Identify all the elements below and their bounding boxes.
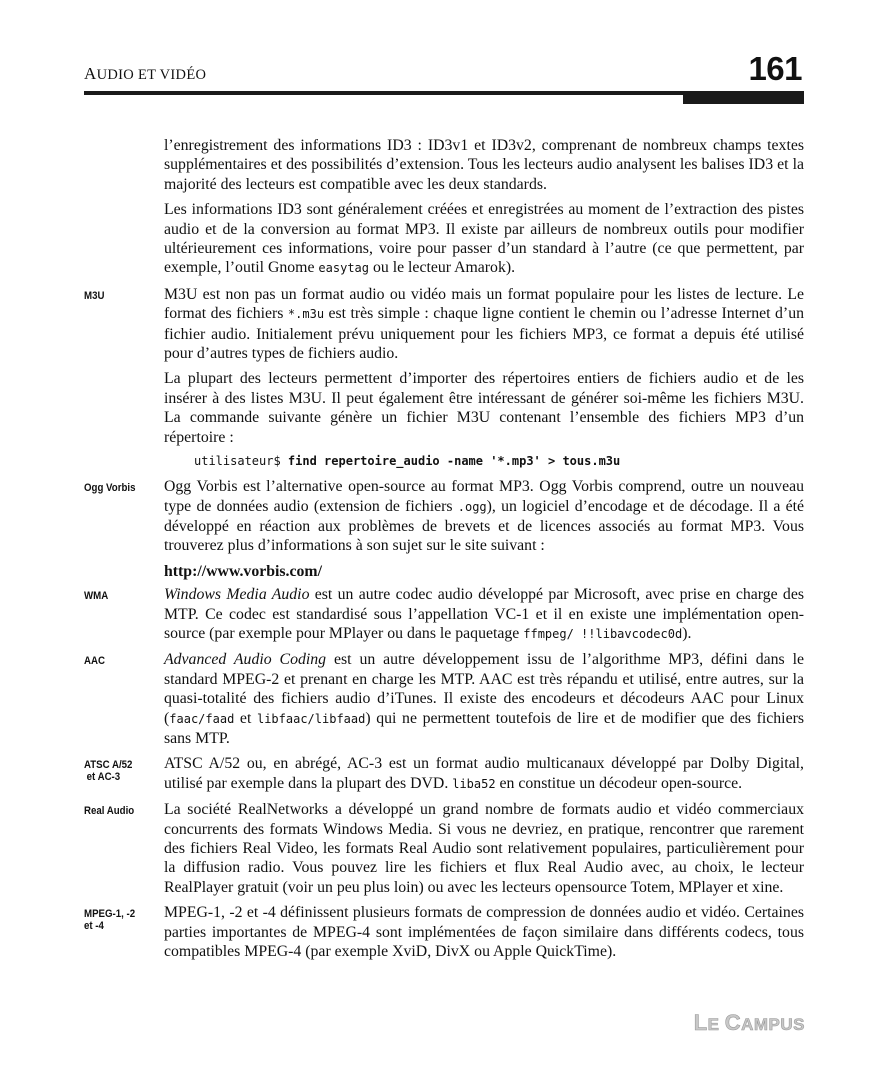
margin-label: Real Audio — [84, 805, 135, 818]
inline-code: liba52 — [452, 776, 496, 791]
margin-label: AAC — [84, 655, 105, 668]
paragraph: ATSC A/52 ou, en abrégé, AC-3 est un format audio multicanaux développé par Dolby Digital, utilisé par exemple dans la plupart des DVD. liba52 en constitue un décodeur open-source. — [164, 755, 804, 792]
page-number: 161 — [748, 50, 802, 87]
page-header — [84, 0, 804, 104]
inline-code: libfaac/libfaad — [256, 711, 366, 726]
paragraph: l’enregistrement des informations ID3 : ID3v1 et ID3v2, comprenant de nombreux champs textes supplémentaires et des possibilités d’extension. Tous les lecteurs audio analysent les balises ID3 et la majorité des lecteurs est compatible avec les deux standards. — [164, 137, 804, 193]
margin-label: M3U — [84, 289, 105, 302]
entry-mpeg — [84, 903, 804, 961]
url-link[interactable]: http://www.vorbis.com/ — [164, 562, 322, 580]
margin-label: WMA — [84, 590, 109, 603]
entry-wma — [84, 585, 804, 644]
entry-real-audio — [84, 800, 804, 897]
inline-code: easytag — [318, 261, 369, 276]
entry-atsc — [84, 754, 804, 794]
paragraph: Ogg Vorbis est l’alternative open-source au format MP3. Ogg Vorbis comprend, outre un nouveau type de données audio (extension de fichiers .ogg), un logiciel d’encodage et de décodage. Il a été développé en réaction aux problèmes de brevets et de licences associés au format MP3. Vous trouverez plus d’informations à son sujet sur le site suivant : — [164, 478, 804, 555]
paragraph: La société RealNetworks a développé un grand nombre de formats audio et vidéo commerciaux concurrents des formats Windows Media. Si vous ne devriez, en pratique, rencontrer que rarement des fichiers Real Video, les formats Real Audio sont relativement populaires, particulièrement pour la diffusion radio. Vous pouvez lire les fichiers et flux Real Audio avec, au choix, le lecteur RealPlayer gratuit (voir un peu plus loin) ou avec les lecteurs opensource Totem, MPlayer et xine. — [164, 801, 804, 896]
margin-label: ATSC A/52 et AC-3 — [84, 759, 133, 784]
paragraph: M3U est non pas un format audio ou vidéo mais un format populaire pour les listes de lecture. Le format des fichiers *.m3u est très simple : chaque ligne contient le chemin ou l’adresse Internet d’un fichier audio. Initialement prévu uniquement pour les fichiers MP3, ce format a depuis été utilisé pour d’autres types de fichiers audio. — [164, 285, 804, 363]
section-title: AUDIO ET VIDÉO — [84, 64, 207, 83]
command-line: utilisateur$ find repertoire_audio -name '*.mp3' > tous.m3u — [194, 454, 621, 469]
inline-code: ffmpeg/ !!libavcodec0d — [523, 626, 683, 641]
inline-code: .ogg — [457, 499, 487, 514]
paragraph: La plupart des lecteurs permettent d’importer des répertoires entiers de fichiers audio et de les insérer à des listes M3U. Il peut également être intéressant de générer soi-même les fichiers M3U. La commande suivante génère un fichier M3U contenant l’ensemble des fichiers MP3 d’un répertoire : — [164, 370, 804, 446]
entry-m3u — [84, 285, 804, 469]
margin-label: Ogg Vorbis — [84, 482, 136, 495]
paragraph: Les informations ID3 sont généralement créées et enregistrées au moment de l’extraction des pistes audio et de la conversion au format MP3. Il existe par ailleurs de nombreux outils pour modifier ultérieurement ces informations, voire pour passer d’un standard à l’autre (ce que permettent, par exemple, l’outil Gnome easytag ou le lecteur Amarok). — [164, 201, 804, 277]
entry-aac — [84, 650, 804, 748]
paragraph: Windows Media Audio est un autre codec audio développé par Microsoft, avec prise en charge des MTP. Ce codec est standardisé sous l’appellation VC-1 et il en existe une implémentation open-source (par exemple pour MPlayer ou dans le paquetage ffmpeg/ !!libavcodec0d). — [164, 586, 804, 642]
entry-ogg-vorbis — [84, 477, 804, 581]
page-body — [84, 136, 804, 967]
inline-code: faac/faad — [169, 711, 235, 726]
header-block — [683, 91, 804, 104]
entry-id3 — [84, 136, 804, 279]
paragraph: MPEG-1, -2 et -4 définissent plusieurs formats de compression de données audio et vidéo. Certaines parties importantes de MPEG-4 sont implémentées de façon similaire dans différents codecs, tous compatibles MPEG-4 (par exemple XviD, DivX ou Apple QuickTime). — [164, 904, 804, 961]
inline-code: *.m3u — [287, 307, 325, 322]
margin-label: MPEG-1, -2 et -4 — [84, 908, 136, 933]
paragraph: Advanced Audio Coding est un autre développement issu de l’algorithme MP3, défini dans le standard MPEG-2 et prenant en charge les MTP. AAC est très répandu et utilisé, entre autres, sur la quasi-totalité des fichiers audio d’iTunes. Il existe des encodeurs et décodeurs AAC pour Linux (faac/faad et libfaac/libfaad) qui ne permettent toutefois de lire et de modifier que des fichiers sans MTP. — [164, 651, 804, 747]
publisher-logo: LE CAMPUS — [693, 1010, 805, 1035]
